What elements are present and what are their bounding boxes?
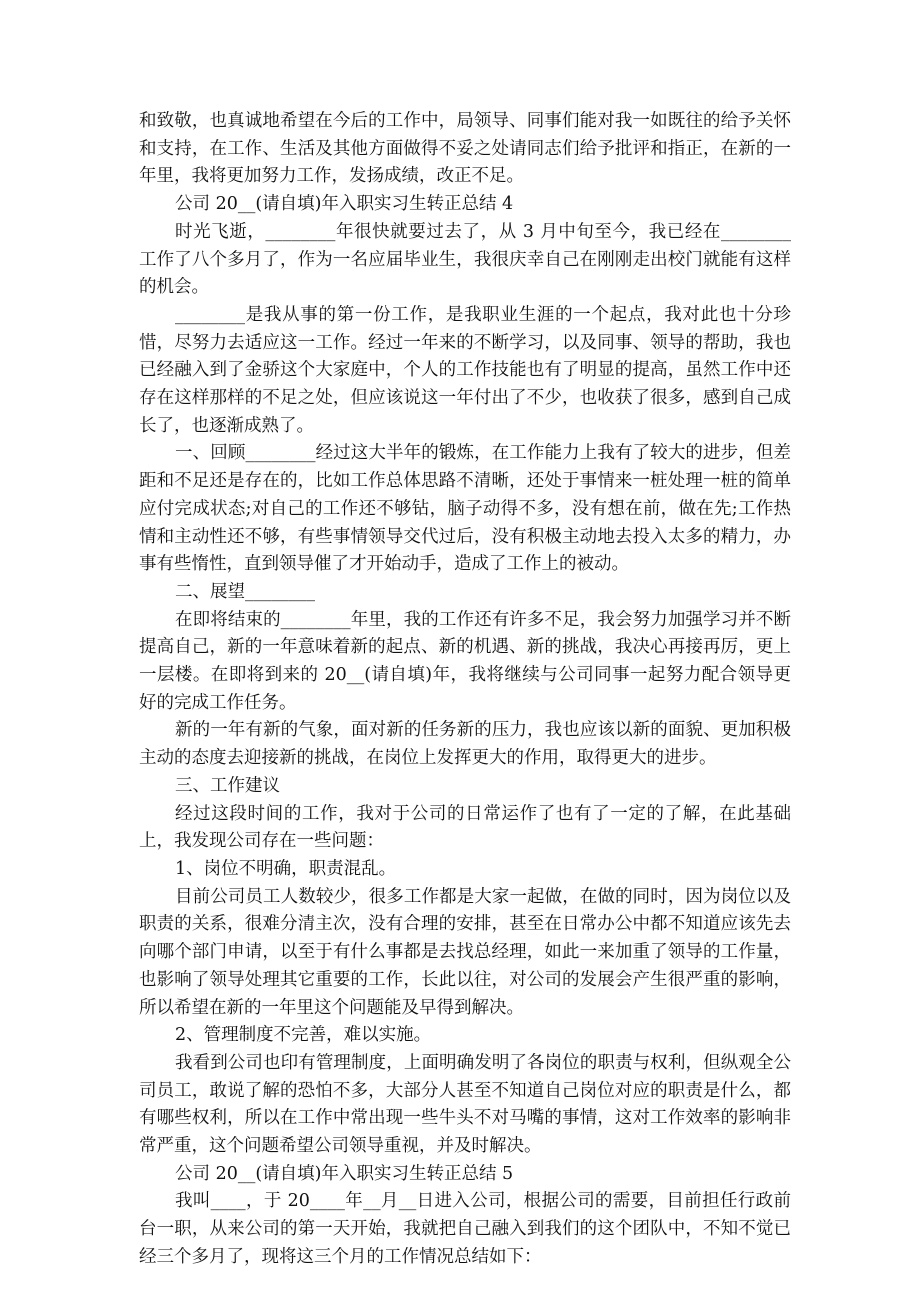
paragraph-self-intro: 我叫____，于 20____年__月__日进入公司，根据公司的需要，目前担任行政前台一职，从来公司的第一天开始，我就把自己融入到我们的这个团队中，不知不觉已经三个多月了，现将这三个月的工作情况总结如下： <box>139 1191 791 1267</box>
paragraph-new-year: 新的一年有新的气象，面对新的任务新的压力，我也应该以新的面貌、更加积极主动的态度去迎接新的挑战，在岗位上发挥更大的作用，取得更大的进步。 <box>139 720 791 769</box>
paragraph-outlook: 在即将结束的________年里，我的工作还有许多不足，我会努力加强学习并不断提高自己，新的一年意味着新的起点、新的机遇、新的挑战，我决心再接再厉，更上一层楼。在即将到来的 20__(请自填)年，我将继续与公司同事一起努力配合领导更好的完成工作任务。 <box>139 609 791 713</box>
document-page <box>139 108 791 1272</box>
paragraph-closing: 和致敬，也真诚地希望在今后的工作中，局领导、同事们能对我一如既往的给予关怀和支持，在工作、生活及其他方面做得不妥之处请同志们给予批评和指正，在新的一年里，我将更加努力工作，发扬成绩，改正不足。 <box>139 111 791 187</box>
section-title-4: 公司 20__(请自填)年入职实习生转正总结 4 <box>175 194 514 215</box>
paragraph-review: 一、回顾________经过这大半年的锻炼，在工作能力上我有了较大的进步，但差距和不足还是存在的，比如工作总体思路不清晰，还处于事情来一桩处理一桩的简单应付完成状态;对自己的工作还不够钻，脑子动得不多，没有想在前，做在先;工作热情和主动性还不够，有些事情领导交代过后，没有积极主动地去投入太多的精力，办事有些惰性，直到领导催了才开始动手，造成了工作上的被动。 <box>139 443 791 575</box>
suggestion-2-title: 2、管理制度不完善，难以实施。 <box>175 1025 432 1046</box>
heading-suggestions: 三、工作建议 <box>175 775 280 796</box>
suggestion-1-title: 1、岗位不明确，职责混乱。 <box>175 858 397 879</box>
section-title-5: 公司 20__(请自填)年入职实习生转正总结 5 <box>175 1163 514 1184</box>
paragraph-first-job: ________是我从事的第一份工作，是我职业生涯的一个起点，我对此也十分珍惜，尽努力去适应这一工作。经过一年来的不断学习，以及同事、领导的帮助，我也已经融入到了金骄这个大家庭中，个人的工作技能也有了明显的提高，虽然工作中还存在这样那样的不足之处，但应该说这一年付出了不少，也收获了很多，感到自己成长了，也逐渐成熟了。 <box>139 304 791 436</box>
suggestion-1-body: 目前公司员工人数较少，很多工作都是大家一起做，在做的同时，因为岗位以及职责的关系，很难分清主次，没有合理的安排，甚至在日常办公中都不知道应该先去向哪个部门申请，以至于有什么事都是去找总经理，如此一来加重了领导的工作量，也影响了领导处理其它重要的工作，长此以往，对公司的发展会产生很严重的影响，所以希望在新的一年里这个问题能及早得到解决。 <box>139 886 791 1018</box>
paragraph-suggestions-intro: 经过这段时间的工作，我对于公司的日常运作了也有了一定的了解，在此基础上，我发现公司存在一些问题： <box>139 803 791 852</box>
suggestion-2-body: 我看到公司也印有管理制度，上面明确发明了各岗位的职责与权利，但纵观全公司员工，敢说了解的恐怕不多，大部分人甚至不知道自己岗位对应的职责是什么，都有哪些权利，所以在工作中常出现一些牛头不对马嘴的事情，这对工作效率的影响非常严重，这个问题希望公司领导重视，并及时解决。 <box>139 1052 791 1157</box>
paragraph-intro: 时光飞逝，________年很快就要过去了，从 3 月中旬至今，我已经在________工作了八个多月了，作为一名应届毕业生，我很庆幸自己在刚刚走出校门就能有这样的机会。 <box>139 221 791 298</box>
heading-outlook: 二、展望________ <box>175 581 315 602</box>
